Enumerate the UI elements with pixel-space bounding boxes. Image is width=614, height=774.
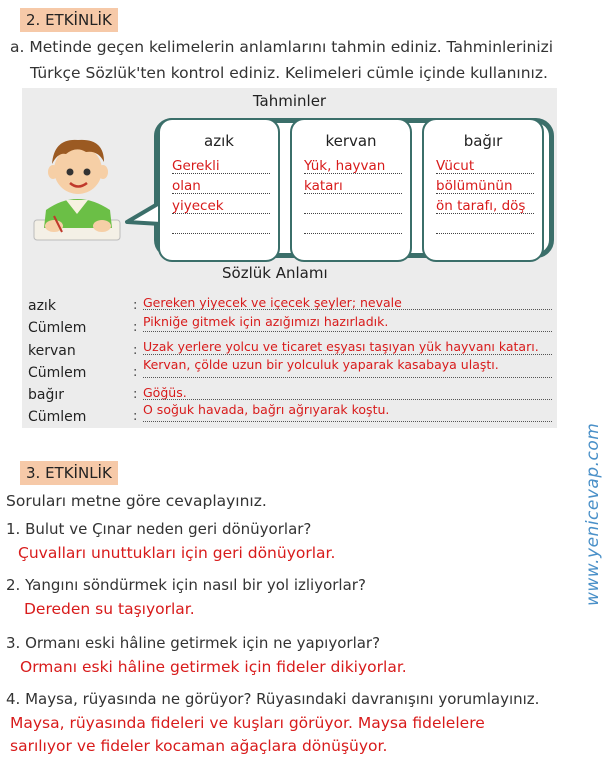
card-kervan <box>290 118 412 262</box>
dict-colon: : <box>133 320 138 335</box>
card-bagir <box>422 118 544 262</box>
answer-2: Dereden su taşıyorlar. <box>24 600 195 618</box>
dict-label: Cümlem <box>28 409 87 425</box>
answer-4-line-1: Maysa, rüyasında fideleri ve kuşları görüyor. Maysa fidelelere <box>10 714 485 732</box>
answer-1: Çuvalları unuttukları için geri dönüyorlar. <box>18 544 336 562</box>
dict-text: Kervan, çölde uzun bir yolculuk yaparak kasabaya ulaştı. <box>143 357 499 372</box>
dict-label: azık <box>28 298 56 314</box>
answer-3: Ormanı eski hâline getirmek için fideler dikiyorlar. <box>20 658 407 676</box>
dict-text: Gereken yiyecek ve içecek şeyler; nevale <box>143 295 402 310</box>
activity-3-instruction: Soruları metne göre cevaplayınız. <box>6 492 267 510</box>
dict-label: Cümlem <box>28 365 87 381</box>
activity-3-badge: 3. ETKİNLİK <box>20 461 118 485</box>
dict-label: Cümlem <box>28 320 87 336</box>
answer-4-line-2: sarılıyor ve fideler kocaman ağaçlara dönüşüyor. <box>10 737 388 755</box>
boy-writing-icon <box>32 128 122 243</box>
dict-colon: : <box>133 343 138 358</box>
card-word: bağır <box>463 132 503 150</box>
dict-text: Uzak yerlere yolcu ve ticaret eşyası taşıyan yük hayvanı katarı. <box>143 339 539 354</box>
dict-colon: : <box>133 365 138 380</box>
instruction-line-2: Türkçe Sözlük'ten kontrol ediniz. Kelimeleri cümle içinde kullanınız. <box>30 64 548 82</box>
question-2: 2. Yangını söndürmek için nasıl bir yol izliyorlar? <box>6 576 366 594</box>
card-word: azık <box>204 132 234 150</box>
question-1: 1. Bulut ve Çınar neden geri dönüyorlar? <box>6 520 312 538</box>
card-guess: Gerekli olan yiyecek <box>172 158 224 214</box>
sozluk-title: Sözlük Anlamı <box>222 264 328 282</box>
tahminler-title: Tahminler <box>252 92 327 110</box>
card-azik <box>158 118 280 262</box>
card-guess: Vücut bölümünün ön tarafı, döş <box>436 158 526 214</box>
dict-text: Pikniğe gitmek için azığımızı hazırladık. <box>143 314 389 329</box>
activity-2-badge: 2. ETKİNLİK <box>20 8 118 32</box>
dict-colon: : <box>133 387 138 402</box>
question-4: 4. Maysa, rüyasında ne görüyor? Rüyasındaki davranışını yorumlayınız. <box>6 690 540 708</box>
dict-text: O soğuk havada, bağrı ağrıyarak koştu. <box>143 402 390 417</box>
card-guess: Yük, hayvan katarı <box>304 158 386 194</box>
watermark: www.yenicevap.com <box>583 422 603 606</box>
dict-colon: : <box>133 409 138 424</box>
dict-text: Göğüs. <box>143 385 187 400</box>
dict-label: kervan <box>28 343 76 359</box>
instruction-line-1: a. Metinde geçen kelimelerin anlamlarını tahmin ediniz. Tahminlerinizi <box>10 38 554 56</box>
dict-colon: : <box>133 298 138 313</box>
dict-label: bağır <box>28 387 64 403</box>
question-3: 3. Ormanı eski hâline getirmek için ne yapıyorlar? <box>6 634 381 652</box>
card-word: kervan <box>325 132 377 150</box>
